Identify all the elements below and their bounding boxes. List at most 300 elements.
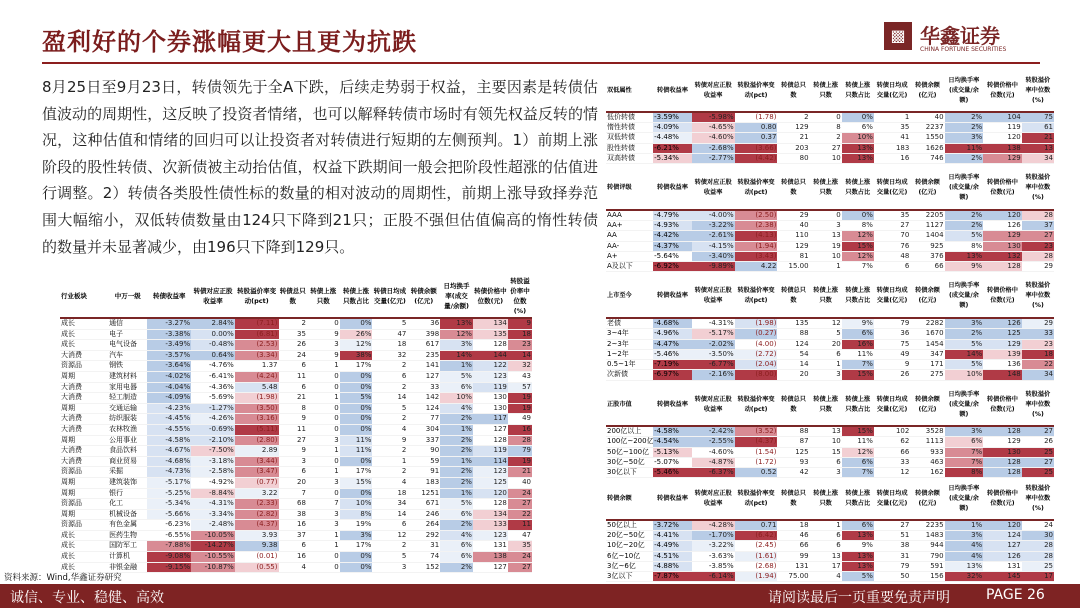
table-cell: -5.46%	[653, 349, 692, 359]
column-header: 转债对应正股收益率	[692, 166, 735, 210]
table-cell: 3	[810, 370, 842, 380]
table-cell: -4.28%	[692, 520, 735, 531]
table-cell: 6%	[842, 123, 874, 133]
table-cell: 47	[372, 329, 407, 340]
column-header: 转股溢价率中位数(%)	[1022, 70, 1054, 112]
table-cell: -4.49%	[653, 541, 692, 551]
column-header: 转债余额(亿元)	[910, 166, 944, 210]
table-cell: 8%	[340, 509, 373, 520]
company-logo	[884, 20, 1034, 56]
table-cell: -2.77%	[692, 153, 735, 163]
table-cell: 4.22	[735, 262, 778, 272]
table-cell: 17	[810, 561, 842, 571]
table-cell: 股性转债	[606, 143, 653, 153]
table-cell: 0%	[340, 371, 373, 382]
table-cell: 27	[508, 499, 532, 510]
table-cell: -6.41%	[191, 371, 235, 382]
table-cell: 6	[810, 541, 842, 551]
table-cell: 5%	[440, 499, 473, 510]
table-cell: 77	[407, 414, 440, 425]
column-header: 双低属性	[606, 70, 653, 112]
table-cell: 成长	[60, 552, 108, 563]
table-cell: 130	[473, 393, 508, 404]
table-row	[606, 231, 1054, 241]
table-cell: 1404	[910, 231, 944, 241]
table-cell: 次新债	[606, 370, 653, 380]
table-cell: 3%	[340, 530, 373, 541]
column-header: 转债上涨只数占比	[340, 274, 373, 318]
table-cell: 235	[407, 350, 440, 361]
table-cell: 80	[777, 153, 809, 163]
table-cell: 1626	[910, 143, 944, 153]
table-cell: 746	[910, 153, 944, 163]
table-cell: 25	[1022, 468, 1054, 478]
table-cell: 1%	[440, 361, 473, 372]
table-cell: 16	[279, 520, 307, 531]
table-cell: 12	[810, 318, 842, 329]
column-header: 转债上涨只数占比	[842, 384, 874, 426]
table-cell: 1251	[407, 488, 440, 499]
table-cell: 13	[810, 551, 842, 561]
table-cell: 资源品	[60, 467, 108, 478]
table-cell: 0	[307, 382, 340, 393]
table-cell: 0.00%	[191, 329, 235, 340]
table-cell: (3.16)	[235, 414, 279, 425]
table-cell: 8%	[842, 221, 874, 231]
table-cell: 19	[810, 241, 842, 251]
table-cell: 2%	[945, 112, 984, 123]
table-cell: 128	[983, 426, 1022, 437]
table-cell: -3.27%	[147, 318, 191, 329]
column-header: 转债上涨只数占比	[842, 166, 874, 210]
table-cell: 38%	[340, 350, 373, 361]
table-cell: 35	[279, 329, 307, 340]
column-header: 日均换手率(成交量/余额)	[945, 274, 984, 318]
table-cell: 28	[1022, 251, 1054, 261]
table-cell: 15%	[340, 477, 373, 488]
column-header: 日均换手率(成交量/余额)	[945, 478, 984, 520]
table-cell: (1.54)	[735, 447, 778, 457]
table-cell: (2.50)	[735, 210, 778, 221]
table-cell: 120	[983, 210, 1022, 221]
table-cell: (1.72)	[735, 457, 778, 467]
table-cell: 电气设备	[108, 340, 147, 351]
table-cell: 41	[874, 133, 910, 143]
table-cell: (4.37)	[735, 437, 778, 447]
table-cell: (0.27)	[735, 329, 778, 339]
table-cell: 11%	[340, 446, 373, 457]
table-cell: 347	[910, 349, 944, 359]
table-cell: 25	[1022, 447, 1054, 457]
table-cell: 35	[874, 123, 910, 133]
table-cell: 13%	[945, 561, 984, 571]
table-cell: 790	[910, 551, 944, 561]
table-cell: 1%	[945, 520, 984, 531]
column-header: 转债上涨只数	[810, 478, 842, 520]
table-cell: 11	[279, 371, 307, 382]
table-cell: 99	[777, 551, 809, 561]
column-header: 转债日均成交量(亿元)	[874, 478, 910, 520]
table-cell: (1.94)	[735, 572, 778, 582]
table-row	[606, 210, 1054, 221]
table-cell: 117	[473, 414, 508, 425]
table-cell: 40	[777, 221, 809, 231]
column-header: 转债日均成交量(亿元)	[874, 70, 910, 112]
table-cell: 128	[983, 468, 1022, 478]
table-cell: 1.37	[235, 361, 279, 372]
table-cell: -4.00%	[692, 210, 735, 221]
table-row	[606, 531, 1054, 541]
column-header: 转债上涨只数占比	[842, 70, 874, 112]
page-number: PAGE 26	[986, 587, 1045, 603]
table-cell: 37	[279, 530, 307, 541]
table-cell: -6.14%	[692, 572, 735, 582]
table-cell: -7.88%	[147, 541, 191, 552]
column-header: 转债上涨只数占比	[842, 478, 874, 520]
column-header: 行业板块	[60, 274, 108, 318]
attr-table	[606, 70, 1054, 164]
column-header: 转债总只数	[777, 478, 809, 520]
table-cell: 0	[307, 562, 340, 573]
table-cell: 246	[407, 509, 440, 520]
table-cell: 银行	[108, 488, 147, 499]
table-cell: 102	[874, 426, 910, 437]
table-cell: (2.04)	[735, 360, 778, 370]
table-cell: -10.55%	[191, 552, 235, 563]
industry-table	[60, 274, 532, 573]
footer-disclaimer-link[interactable]: 请阅读最后一页重要免责声明	[768, 590, 950, 606]
table-cell: 21	[508, 467, 532, 478]
column-header: 转债日均成交量(亿元)	[874, 384, 910, 426]
table-cell: -4.26%	[191, 414, 235, 425]
table-cell: -5.17%	[692, 329, 735, 339]
table-cell: 食品饮料	[108, 446, 147, 457]
column-header: 转债评级	[606, 166, 653, 210]
table-cell: 24	[1022, 520, 1054, 531]
table-cell: 农林牧渔	[108, 424, 147, 435]
column-header: 转债价格中位数(元)	[983, 478, 1022, 520]
table-cell: 7%	[842, 262, 874, 272]
table-cell: -6.37%	[692, 468, 735, 478]
table-cell: 17%	[340, 467, 373, 478]
table-cell: 15	[810, 447, 842, 457]
table-row	[60, 318, 532, 329]
table-cell: 1%	[440, 424, 473, 435]
table-cell: 68	[279, 499, 307, 510]
table-cell: (4.00)	[735, 339, 778, 349]
table-cell: 91	[407, 467, 440, 478]
table-cell: 2	[372, 414, 407, 425]
table-cell: 大消费	[60, 446, 108, 457]
table-cell: 0%	[842, 112, 874, 123]
table-cell: (3.47)	[235, 467, 279, 478]
table-cell: 183	[407, 477, 440, 488]
table-cell: 20	[279, 477, 307, 488]
table-cell: 21	[1022, 133, 1054, 143]
table-cell: -4.92%	[191, 477, 235, 488]
table-cell: 3	[307, 509, 340, 520]
table-cell: 27	[874, 520, 910, 531]
table-cell: 1~2年	[606, 349, 653, 359]
column-header: 转债上涨只数	[810, 166, 842, 210]
table-cell: 1%	[440, 488, 473, 499]
table-row	[606, 123, 1054, 133]
table-cell: 28	[1022, 541, 1054, 551]
table-cell: 944	[910, 541, 944, 551]
column-header: 转股溢价率变动(pct)	[735, 274, 778, 318]
table-cell: 27	[874, 221, 910, 231]
table-cell: 5%	[945, 339, 984, 349]
table-cell: AA-	[606, 241, 653, 251]
table-cell: 337	[407, 435, 440, 446]
column-header: 转债上涨只数	[810, 384, 842, 426]
table-cell: 87	[777, 437, 809, 447]
table-cell: 3	[307, 435, 340, 446]
table-cell: 2%	[440, 562, 473, 573]
table-cell: 7%	[945, 457, 984, 467]
table-cell: 9.38	[235, 541, 279, 552]
column-header: 上市至今	[606, 274, 653, 318]
table-row	[606, 241, 1054, 251]
table-cell: (3.66)	[735, 143, 778, 153]
table-cell: 13	[1022, 143, 1054, 153]
column-header: 转股溢价率变动(pct)	[735, 70, 778, 112]
table-cell: 123	[473, 467, 508, 478]
table-cell: 36	[874, 329, 910, 339]
table-cell: 75	[874, 339, 910, 349]
table-cell: 9	[307, 329, 340, 340]
table-cell: 144	[473, 350, 508, 361]
column-header: 转股溢价率变动(pct)	[235, 274, 279, 318]
table-cell: -1.70%	[692, 531, 735, 541]
table-header-row	[606, 274, 1054, 318]
table-cell: 48	[874, 251, 910, 261]
table-cell: 120	[983, 133, 1022, 143]
table-cell: 24	[508, 552, 532, 563]
table-cell: 2	[777, 112, 809, 123]
table-cell: -4.15%	[692, 241, 735, 251]
header	[0, 0, 1080, 70]
table-cell: 12%	[440, 329, 473, 340]
table-cell: -2.02%	[692, 339, 735, 349]
table-cell: (1.98)	[735, 318, 778, 329]
table-cell: 18	[1022, 349, 1054, 359]
column-header: 转债余额(亿元)	[910, 384, 944, 426]
table-cell: 周期	[60, 371, 108, 382]
table-cell: 152	[407, 562, 440, 573]
table-cell: 30亿~50亿	[606, 457, 653, 467]
table-row	[60, 329, 532, 340]
table-cell: 5%	[945, 231, 984, 241]
table-cell: 2.89	[235, 446, 279, 457]
table-cell: 11%	[842, 437, 874, 447]
table-cell: -4.09%	[653, 123, 692, 133]
table-cell: 126	[983, 221, 1022, 231]
table-cell: 6%	[842, 520, 874, 531]
table-cell: 3	[307, 520, 340, 531]
table-cell: 29	[1022, 262, 1054, 272]
table-cell: -9.89%	[692, 262, 735, 272]
table-cell: -4.68%	[653, 318, 692, 329]
table-cell: -4.31%	[692, 318, 735, 329]
table-cell: 9%	[842, 318, 874, 329]
table-cell: -5.07%	[653, 457, 692, 467]
table-cell: 双高转债	[606, 153, 653, 163]
column-header: 转股溢价率中位数(%)	[1022, 478, 1054, 520]
logo-name: 华鑫证券	[920, 24, 1000, 48]
table-cell: 33	[407, 382, 440, 393]
table-cell: 148	[983, 370, 1022, 380]
column-header: 转股溢价率中位数(%)	[1022, 274, 1054, 318]
table-cell: 127	[983, 541, 1022, 551]
column-header: 转债余额(亿元)	[407, 274, 440, 318]
table-cell: 11%	[842, 349, 874, 359]
table-cell: 119	[473, 382, 508, 393]
table-cell: 建筑装饰	[108, 477, 147, 488]
table-cell: -4.48%	[653, 133, 692, 143]
column-header: 转债上涨只数	[810, 274, 842, 318]
table-cell: 7%	[842, 468, 874, 478]
table-cell: (2.38)	[735, 221, 778, 231]
table-cell: (4.37)	[235, 520, 279, 531]
table-cell: (2.68)	[735, 561, 778, 571]
table-cell: -9.08%	[147, 552, 191, 563]
column-header: 转债价格中位数(元)	[983, 70, 1022, 112]
table-cell: 0%	[340, 382, 373, 393]
table-cell: 90	[407, 446, 440, 457]
table-cell: 19	[508, 393, 532, 404]
column-header: 转债余额(亿元)	[910, 274, 944, 318]
column-header: 日均换手率(成交量/余额)	[945, 70, 984, 112]
table-cell: -4.55%	[147, 424, 191, 435]
table-cell: -2.68%	[692, 143, 735, 153]
table-row	[60, 414, 532, 425]
column-header: 转债收益率	[653, 478, 692, 520]
table-cell: 17%	[340, 541, 373, 552]
table-cell: 49	[508, 414, 532, 425]
table-cell: 计算机	[108, 552, 147, 563]
table-cell: 26	[279, 340, 307, 351]
table-cell: 5.48	[235, 382, 279, 393]
table-row	[60, 350, 532, 361]
table-cell: 6	[810, 531, 842, 541]
table-cell: 925	[910, 241, 944, 251]
table-cell: (8.00)	[735, 370, 778, 380]
table-cell: 135	[473, 329, 508, 340]
table-cell: 16%	[842, 339, 874, 349]
table-cell: -5.34%	[653, 153, 692, 163]
column-header: 转债收益率	[147, 274, 191, 318]
table-cell: 2%	[945, 329, 984, 339]
table-cell: 9	[874, 360, 910, 370]
table-cell: 23	[508, 340, 532, 351]
table-cell: 129	[983, 339, 1022, 349]
table-cell: (3.52)	[735, 426, 778, 437]
table-cell: (3.44)	[235, 456, 279, 467]
table-cell: 3	[810, 221, 842, 231]
table-cell: 128	[473, 435, 508, 446]
table-cell: 13%	[842, 551, 874, 561]
table-cell: 2237	[910, 123, 944, 133]
column-header: 转债总只数	[777, 384, 809, 426]
table-cell: -3.18%	[191, 456, 235, 467]
table-cell: 3~4年	[606, 329, 653, 339]
table-cell: 1550	[910, 133, 944, 143]
table-cell: 75.00	[777, 572, 809, 582]
table-cell: 6%	[945, 437, 984, 447]
table-cell: 周期	[60, 488, 108, 499]
table-cell: 4%	[945, 541, 984, 551]
table-cell: 70	[874, 231, 910, 241]
table-cell: 61	[1022, 123, 1054, 133]
table-cell: 1	[307, 541, 340, 552]
table-cell: -4.93%	[653, 221, 692, 231]
table-cell: 有色金属	[108, 520, 147, 531]
table-cell: A+	[606, 251, 653, 261]
table-cell: -5.64%	[653, 251, 692, 261]
table-cell: 29	[777, 210, 809, 221]
table-row	[606, 572, 1054, 582]
table-cell: (6.42)	[735, 531, 778, 541]
table-cell: 129	[983, 231, 1022, 241]
table-cell: 28	[1022, 551, 1054, 561]
table-cell: -4.36%	[191, 382, 235, 393]
table-cell: 28	[1022, 210, 1054, 221]
table-cell: 33	[874, 457, 910, 467]
table-cell: 双低转债	[606, 133, 653, 143]
table-cell: 1%	[440, 456, 473, 467]
table-cell: 38	[279, 509, 307, 520]
table-cell: 资源品	[60, 361, 108, 372]
table-cell: (0.55)	[235, 562, 279, 573]
table-cell: 6%	[440, 541, 473, 552]
table-cell: 0%	[842, 210, 874, 221]
table-cell: 10	[810, 153, 842, 163]
table-cell: 21	[777, 133, 809, 143]
table-cell: 100亿~200亿	[607, 437, 654, 446]
table-cell: A及以下	[606, 262, 653, 272]
table-cell: 79	[874, 318, 910, 329]
table-cell: 31	[874, 551, 910, 561]
table-cell: 建筑材料	[108, 371, 147, 382]
table-cell: 14%	[945, 349, 984, 359]
table-cell: -9.15%	[147, 562, 191, 573]
logo-subtitle: CHINA FORTUNE SECURITIES	[920, 46, 1007, 53]
table-cell: 23	[1022, 241, 1054, 251]
table-cell: 27	[1022, 231, 1054, 241]
table-cell: 0	[307, 371, 340, 382]
table-cell: -2.58%	[191, 467, 235, 478]
table-cell: 低价转债	[606, 112, 653, 123]
table-cell: -3.85%	[692, 561, 735, 571]
table-cell: 12%	[842, 447, 874, 457]
table-cell: 200亿以上	[606, 426, 653, 437]
table-cell: 13%	[945, 251, 984, 261]
table-cell: 资源品	[60, 520, 108, 531]
table-cell: 1	[810, 360, 842, 370]
table-cell: 0%	[340, 456, 373, 467]
table-row	[60, 393, 532, 404]
table-cell: 79	[508, 446, 532, 457]
table-cell: 617	[407, 340, 440, 351]
table-cell: 21	[279, 393, 307, 404]
table-cell: 134	[473, 509, 508, 520]
table-cell: 3	[372, 562, 407, 573]
table-cell: (2.33)	[235, 499, 279, 510]
table-cell: -0.69%	[191, 424, 235, 435]
table-cell: 20	[777, 370, 809, 380]
table-cell: 31	[407, 541, 440, 552]
